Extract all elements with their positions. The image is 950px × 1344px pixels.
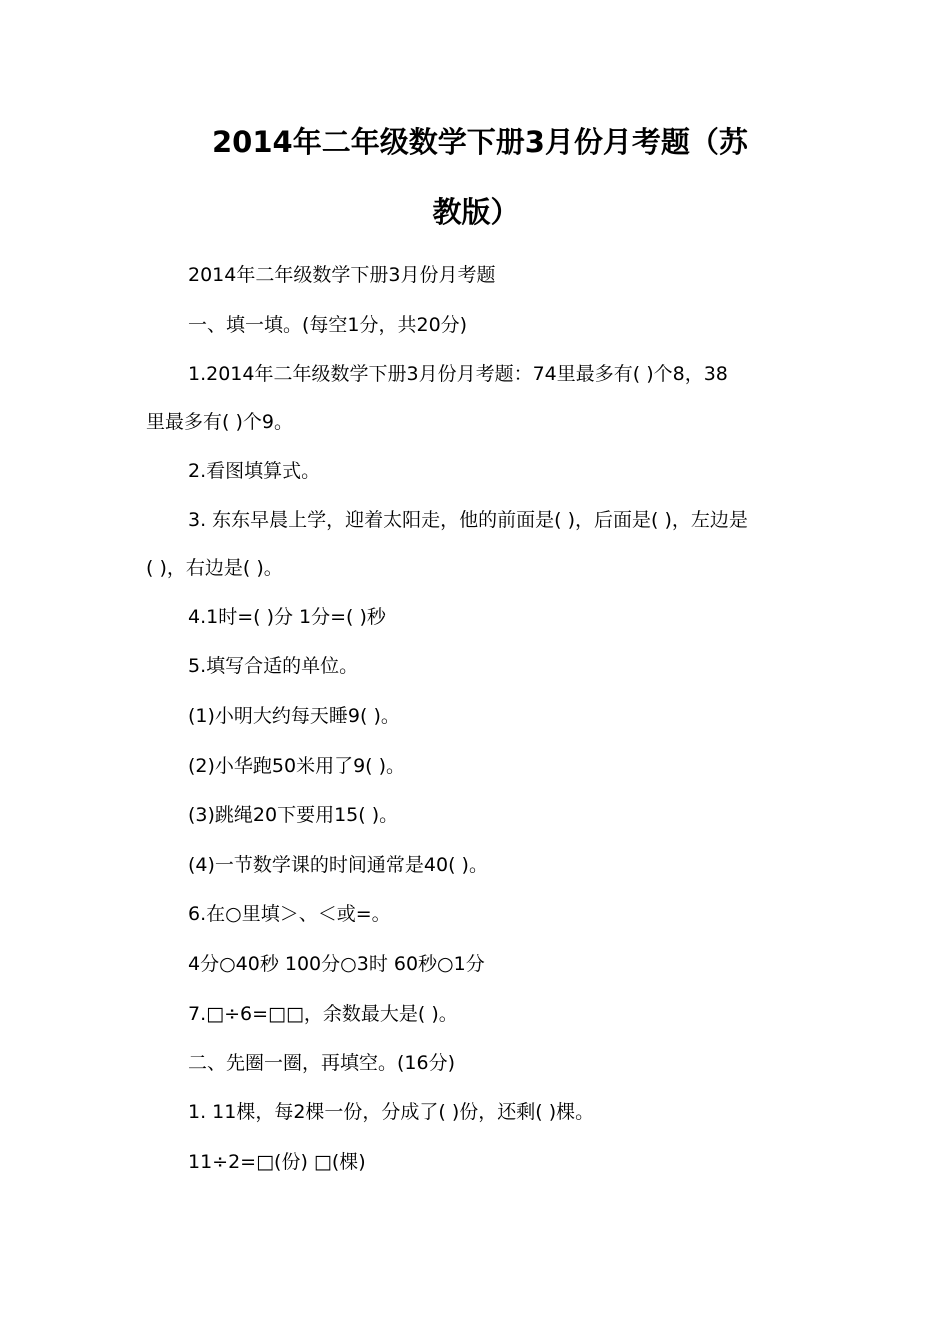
question-3-line-2: ( )，右边是( )。 <box>146 557 283 579</box>
document-title-line-2: 教版） <box>432 195 520 229</box>
question-5-item-3: (3)跳绳20下要用15( )。 <box>188 804 399 826</box>
section-heading-2: 二、先圈一圈，再填空。(16分) <box>188 1052 456 1074</box>
subtitle-paragraph: 2014年二年级数学下册3月份月考题 <box>188 264 496 286</box>
question-5: 5.填写合适的单位。 <box>188 655 359 677</box>
question-5-item-1: (1)小明大约每天睡9( )。 <box>188 705 400 727</box>
section-heading-1: 一、填一填。(每空1分，共20分) <box>188 314 468 336</box>
question-6-items: 4分○40秒 100分○3时 60秒○1分 <box>188 953 485 975</box>
question-2: 2.看图填算式。 <box>188 460 321 482</box>
section-2-question-1: 1. 11棵，每2棵一份，分成了( )份，还剩( )棵。 <box>188 1101 595 1123</box>
question-5-item-4: (4)一节数学课的时间通常是40( )。 <box>188 854 488 876</box>
question-1-line-1: 1.2014年二年级数学下册3月份月考题：74里最多有( )个8，38 <box>188 363 728 385</box>
section-2-question-1-equation: 11÷2=□(份) □(棵) <box>188 1151 366 1173</box>
question-7: 7.□÷6=□□，余数最大是( )。 <box>188 1003 458 1025</box>
question-6: 6.在○里填＞、＜或=。 <box>188 903 391 925</box>
question-4: 4.1时=( )分 1分=( )秒 <box>188 606 386 628</box>
document-title-line-1: 2014年二年级数学下册3月份月考题（苏 <box>212 125 748 159</box>
question-3-line-1: 3. 东东早晨上学，迎着太阳走，他的前面是( )，后面是( )，左边是 <box>188 509 748 531</box>
question-1-line-2: 里最多有( )个9。 <box>146 411 293 433</box>
question-5-item-2: (2)小华跑50米用了9( )。 <box>188 755 406 777</box>
